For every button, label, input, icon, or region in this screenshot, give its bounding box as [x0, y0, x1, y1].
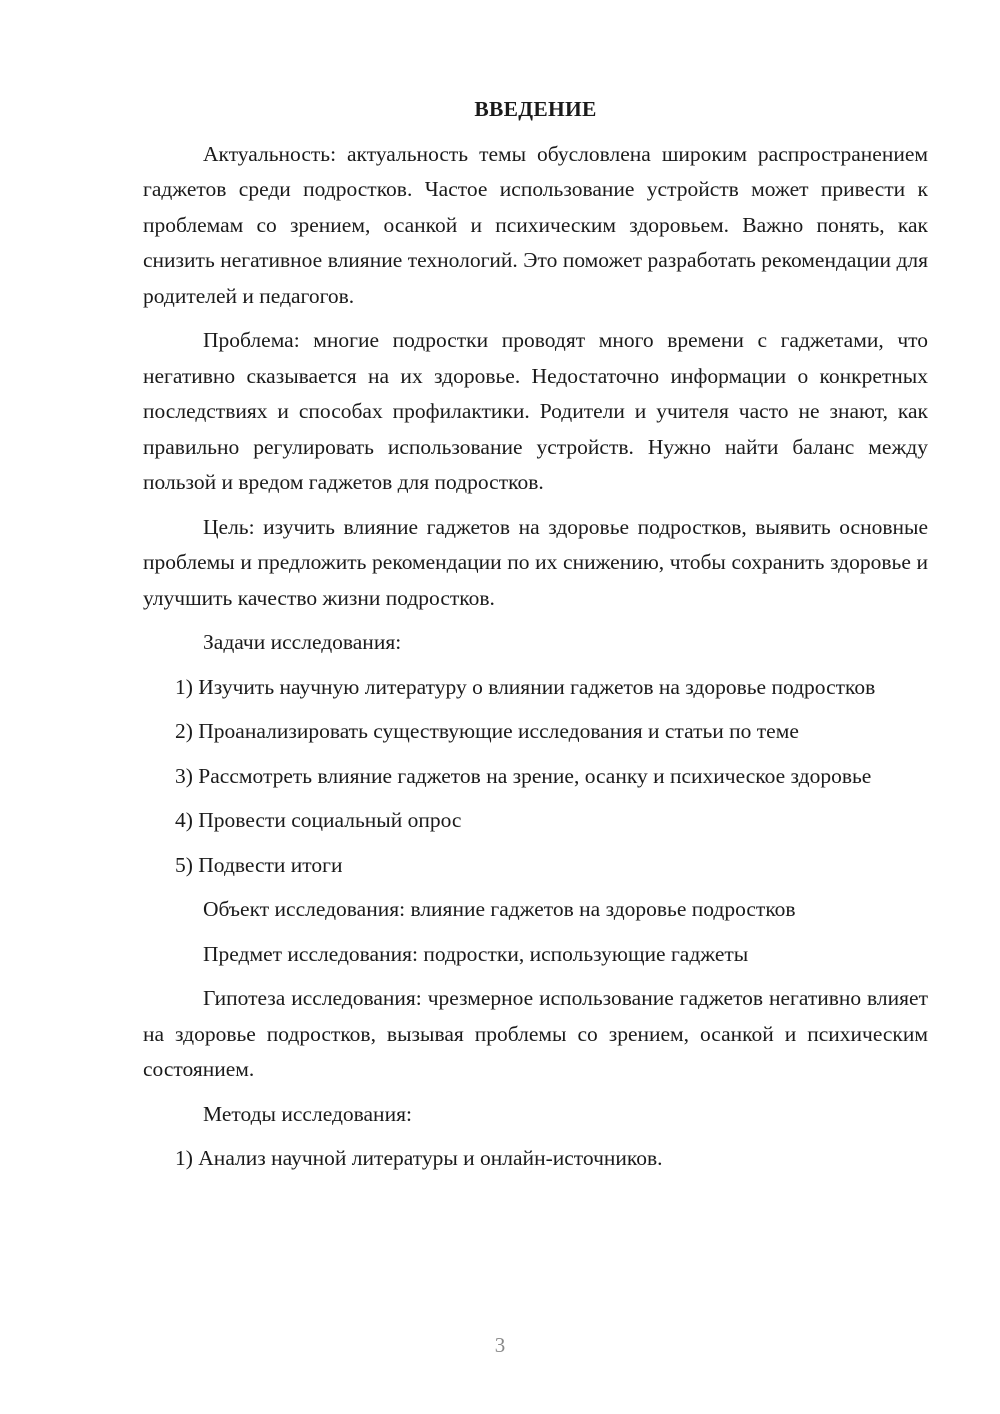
paragraph-subject: Предмет исследования: подростки, использующие гаджеты	[203, 941, 749, 966]
paragraph-relevance: Актуальность: актуальность темы обусловлена широким распространением гаджетов среди подростков. Частое использование устройств может привести к проблемам со зрением, осанкой и психическим здоровьем. Важно понять, как снизить негативное влияние технологий. Это поможет разработать рекомендации для родителей и педагогов.	[143, 141, 928, 308]
method-item-1: 1) Анализ научной литературы и онлайн-источников.	[175, 1146, 663, 1170]
task-item-2: 2) Проанализировать существующие исследования и статьи по теме	[175, 719, 799, 743]
paragraph-problem: Проблема: многие подростки проводят много времени с гаджетами, что негативно сказывается на их здоровье. Недостаточно информации о конкретных последствиях и способах профилактики. Родители и учителя часто не знают, как правильно регулировать использование устройств. Нужно найти баланс между пользой и вредом гаджетов для подростков.	[143, 328, 928, 494]
document-page	[143, 92, 928, 1186]
methods-heading: Методы исследования:	[203, 1101, 412, 1126]
task-item-4: 4) Провести социальный опрос	[175, 808, 462, 832]
task-item-5: 5) Подвести итоги	[175, 852, 343, 877]
paragraph-goal: Цель: изучить влияние гаджетов на здоровье подростков, выявить основные проблемы и предложить рекомендации по их снижению, чтобы сохранить здоровье и улучшить качество жизни подростков.	[143, 514, 928, 610]
paragraph-hypothesis: Гипотеза исследования: чрезмерное использование гаджетов негативно влияет на здоровье подростков, вызывая проблемы со зрением, осанкой и психическим состоянием.	[143, 986, 928, 1081]
tasks-heading: Задачи исследования:	[203, 630, 402, 654]
task-item-3: 3) Рассмотреть влияние гаджетов на зрение, осанку и психическое здоровье	[175, 763, 872, 788]
section-title: ВВЕДЕНИЕ	[474, 97, 597, 121]
paragraph-object: Объект исследования: влияние гаджетов на здоровье подростков	[203, 897, 796, 921]
page-number: 3	[494, 1333, 506, 1357]
task-item-1: 1) Изучить научную литературу о влиянии гаджетов на здоровье подростков	[175, 674, 876, 699]
